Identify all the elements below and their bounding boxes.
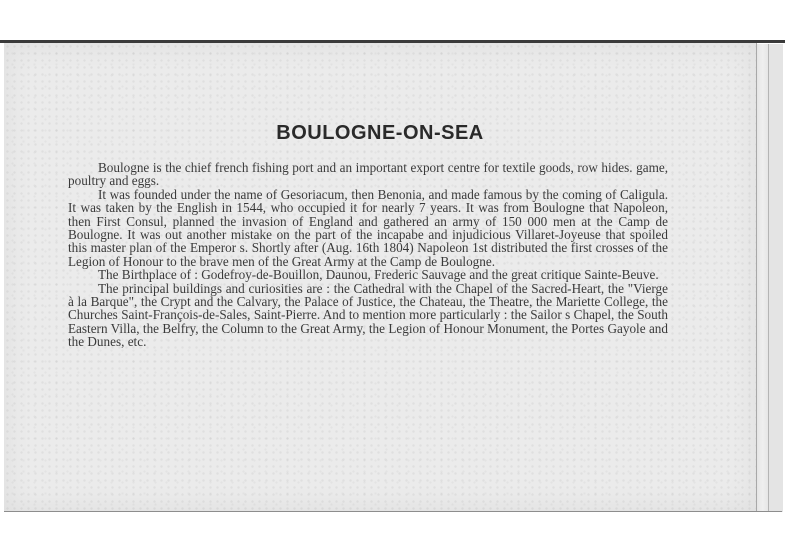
back-card-edge-outer <box>768 44 783 512</box>
scan-bottom-edge <box>4 511 782 512</box>
paragraph-buildings: The principal buildings and curiosities are : the Cathedral with the Chapel of the Sacred-Heart, the "Vierge à la Barque", the Crypt and the Calvary, the Palace of Justice, the Chateau, the Theatre, the Mariette College, the Churches Saint-François-de-Sales, Saint-Pierre. And to mention more particularly : the Sailor s Chapel, the South Eastern Villa, the Belfry, the Column to the Great Army, the Legion of Honour Monument, the Portes Gayole and the Dunes, etc. <box>68 280 668 350</box>
paragraph-intro: Boulogne is the chief french fishing port and an important export centre for textile goods, row hides. game, poultry and eggs. <box>68 160 668 189</box>
document-sheet <box>4 43 757 511</box>
document-title: BOULOGNE-ON-SEA <box>276 122 484 144</box>
paragraph-history: It was founded under the name of Gesoriacum, then Benonia, and made famous by the coming of Caligula. It was taken by the English in 1544, who occupied it for nearly 7 years. It was from Boulogne that Napoleon, then First Consul, planned the invasion of England and gathered an army of 150 000 men at the Camp de Boulogne. It was out another mistake on the part of the incapabe and injudicious Villaret-Joyeuse that spoiled this master plan of the Emperor s. Shortly after (Aug. 16th 1804) Napoleon 1st distributed the first crosses of the Legion of Honour to the brave men of the Great Army at the Camp de Boulogne. <box>68 186 668 269</box>
document-body <box>68 161 668 349</box>
paragraph-birthplace: The Birthplace of : Godefroy-de-Bouillon, Daunou, Frederic Sauvage and the great critique Sainte-Beuve. <box>98 267 659 283</box>
